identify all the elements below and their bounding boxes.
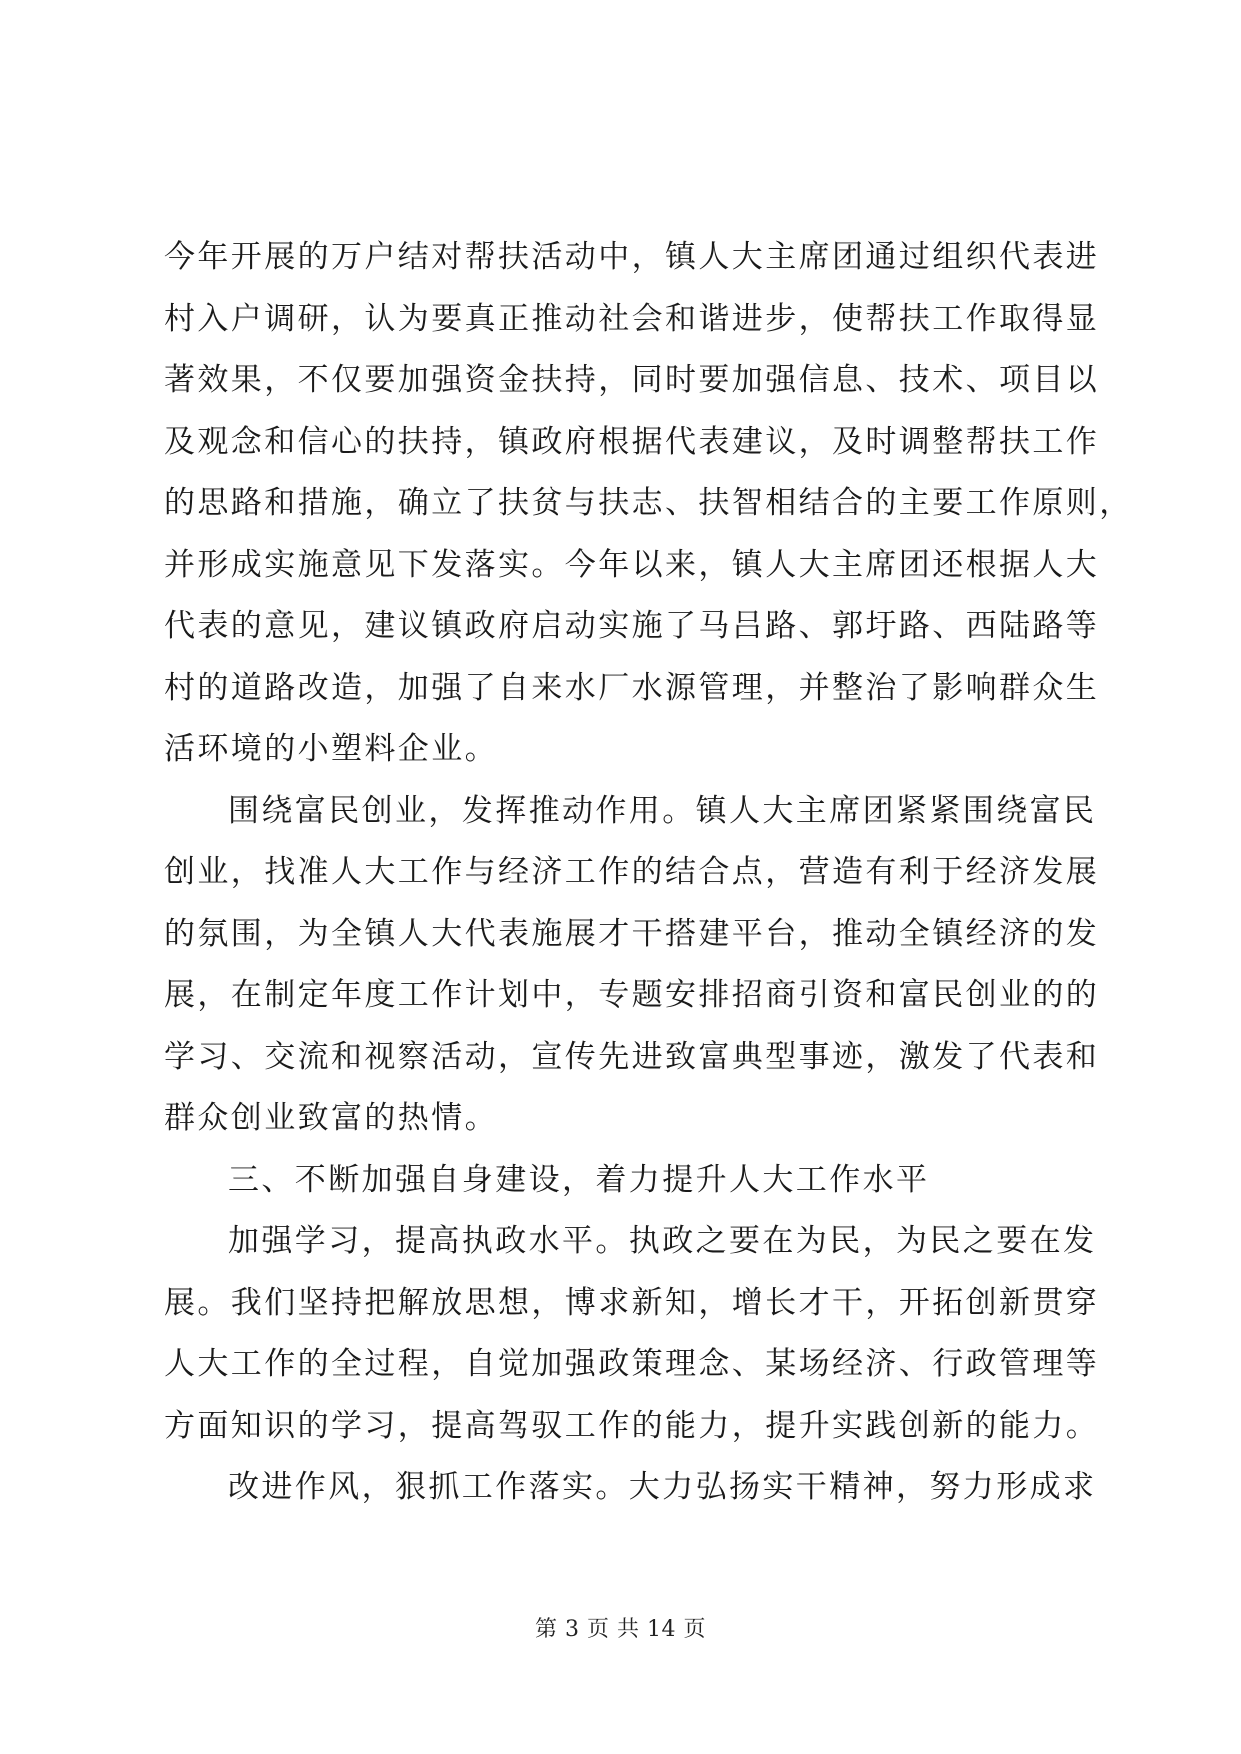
text-line: 代表的意见，建议镇政府启动实施了马吕路、郭圩路、西陆路等 [164,608,1100,644]
text-line: 学习、交流和视察活动，宣传先进致富典型事迹，激发了代表和 [164,1038,1100,1075]
text-line: 方面知识的学习，提高驾驭工作的能力，提升实践创新的能力。 [164,1407,1100,1444]
text-line: 改进作风，狠抓工作落实。大力弘扬实干精神，努力形成求 [228,1469,1097,1505]
text-line: 围绕富民创业，发挥推动作用。镇人大主席团紧紧围绕富民 [228,792,1097,829]
text-line: 的氛围，为全镇人大代表施展才干搭建平台，推动全镇经济的发 [164,915,1100,952]
text-line: 今年开展的万户结对帮扶活动中，镇人大主席团通过组织代表进 [164,239,1100,275]
document-body [164,227,1133,1519]
text-line: 及观念和信心的扶持，镇政府根据代表建议，及时调整帮扶工作 [164,423,1100,460]
text-line: 创业，找准人大工作与经济工作的结合点，营造有利于经济发展 [164,854,1100,890]
text-line: 展。我们坚持把解放思想，博求新知，增长才干，开拓创新贯穿 [164,1284,1100,1321]
text-line: 加强学习，提高执政水平。执政之要在为民，为民之要在发 [228,1223,1097,1259]
text-line: 活环境的小塑料企业。 [164,731,498,767]
text-line: 人大工作的全过程，自觉加强政策理念、某场经济、行政管理等 [164,1346,1100,1382]
text-line: 村入户调研，认为要真正推动社会和谐进步，使帮扶工作取得显 [164,300,1100,337]
text-line: 的思路和措施，确立了扶贫与扶志、扶智相结合的主要工作原则， [164,485,1133,521]
page-footer: 第 3 页 共 14 页 [535,1617,706,1642]
text-line: 村的道路改造，加强了自来水厂水源管理，并整治了影响群众生 [164,669,1100,706]
text-line: 并形成实施意见下发落实。今年以来，镇人大主席团还根据人大 [164,546,1100,583]
text-line: 三、不断加强自身建设，着力提升人大工作水平 [228,1161,930,1198]
text-line: 著效果，不仅要加强资金扶持，同时要加强信息、技术、项目以 [164,362,1100,398]
text-line: 展，在制定年度工作计划中，专题安排招商引资和富民创业的的 [164,977,1100,1013]
text-line: 群众创业致富的热情。 [164,1100,498,1136]
